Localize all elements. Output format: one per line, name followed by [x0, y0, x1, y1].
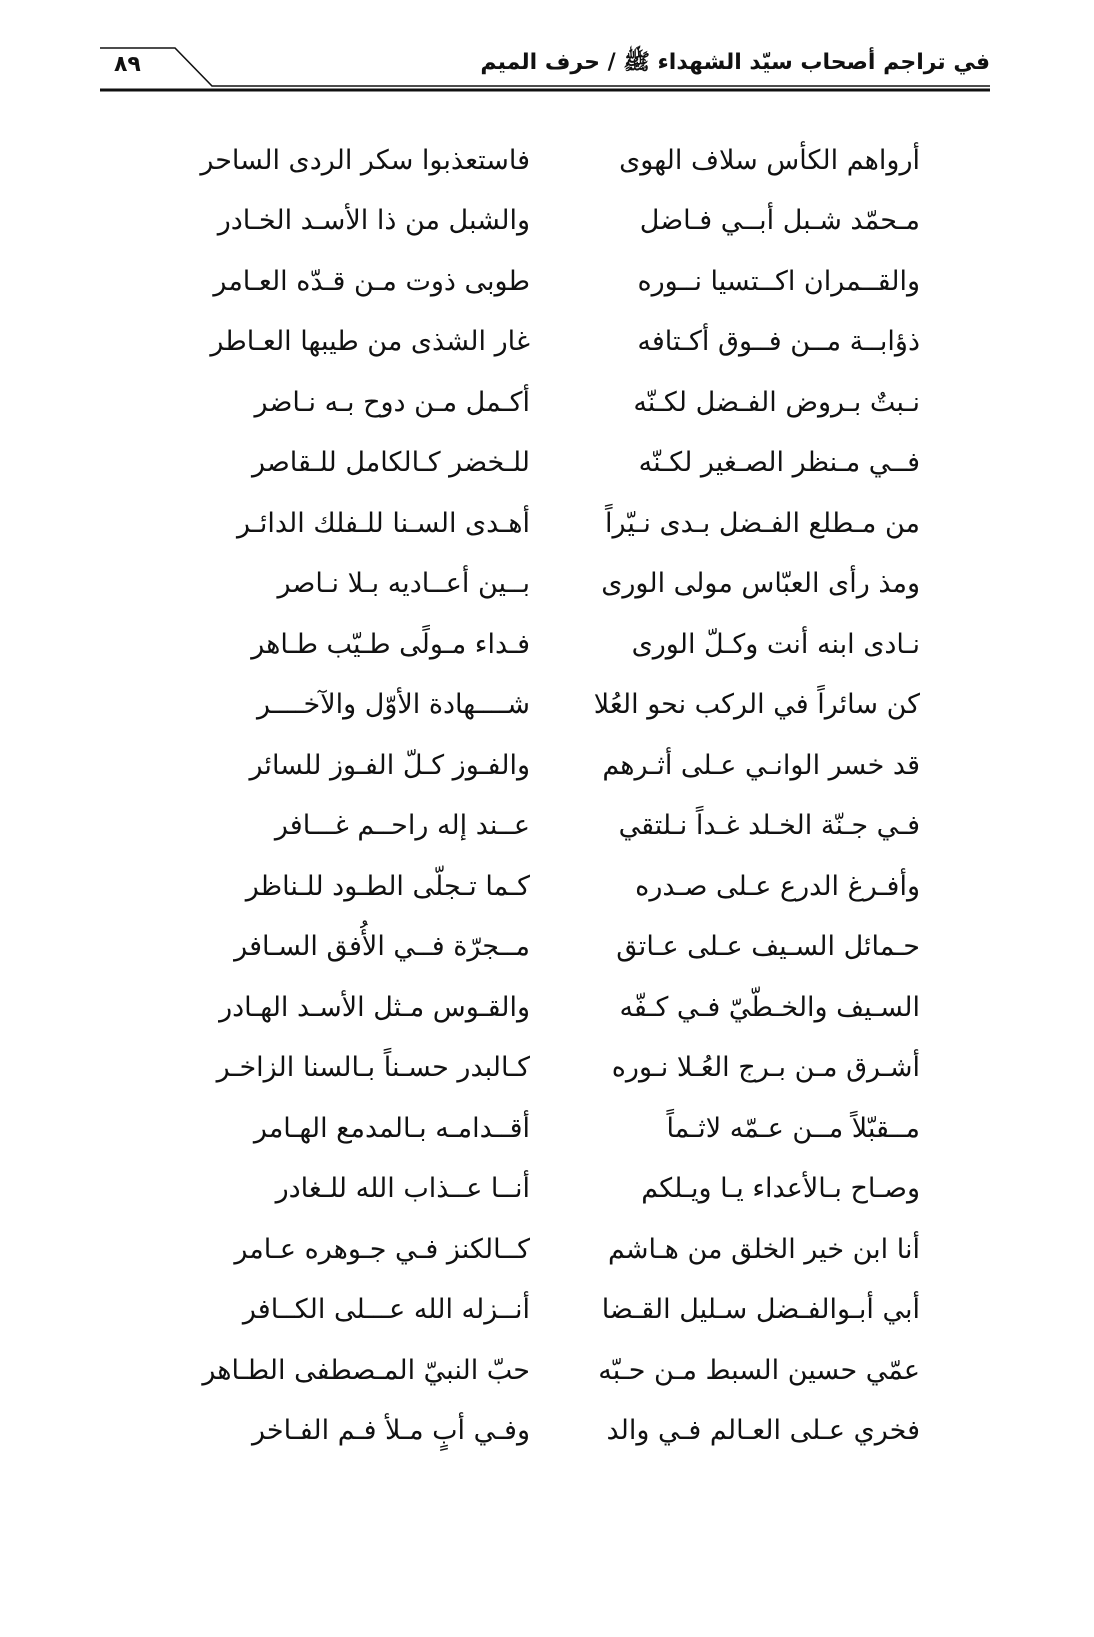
verse-line [180, 614, 920, 675]
hemistich-second: وفـي أبٍ مـلأ فـم الفـاخر [252, 1415, 530, 1447]
hemistich-second: غار الشذى من طيبها العـاطر [210, 326, 530, 358]
hemistich-first: فــي مـنظر الصـغير لكـنّه [638, 447, 920, 479]
hemistich-first: من مـطلع الفـضل بـدى نـيّراً [604, 507, 920, 539]
verse-line [180, 130, 920, 191]
hemistich-first: نـادى ابنه أنت وكـلّ الورى [631, 628, 920, 660]
hemistich-first: أشـرق مـن بـرج العُـلا نـوره [611, 1052, 920, 1084]
verse-line [180, 735, 920, 796]
hemistich-second: للـخضر كـالكامل للـقاصر [251, 447, 530, 479]
hemistich-second: أهـدى السـنا للـفلك الدائـر [237, 507, 530, 539]
hemistich-second: شــــهادة الأوّل والآخــــر [257, 689, 530, 721]
hemistich-second: أكـمل مـن دوح بـه نـاضر [254, 386, 530, 418]
verse-line [180, 856, 920, 917]
verse-line [180, 1401, 920, 1462]
hemistich-second: والشبل من ذا الأسـد الخـادر [217, 205, 530, 237]
verse-line [180, 1038, 920, 1099]
hemistich-first: ومذ رأى العبّاس مولى الورى [601, 568, 920, 600]
hemistich-second: فـداء مـولًى طـيّب طـاهر [251, 628, 530, 660]
verse-line [180, 1098, 920, 1159]
hemistich-second: كــالكنز فـي جـوهره عـامر [234, 1233, 530, 1265]
verse-line [180, 917, 920, 978]
hemistich-second: أنــزله الله عـــلى الكــافر [242, 1294, 530, 1326]
hemistich-first: وصـاح بـالأعداء يـا ويـلكم [641, 1173, 920, 1205]
hemistich-second: بــين أعــاديه بـلا نـاصر [277, 568, 530, 600]
verse-line [180, 675, 920, 736]
hemistich-second: حبّ النبيّ المـصطفى الطـاهر [202, 1354, 530, 1386]
hemistich-first: ذؤابــة مــن فــوق أكـتافه [637, 326, 920, 358]
hemistich-first: مــقبّلاً مــن عـمّه لاثـماً [666, 1112, 920, 1144]
poem [180, 130, 920, 1461]
verse-line [180, 191, 920, 252]
verse-line [180, 1340, 920, 1401]
hemistich-first: قد خسر الوانـي عـلى أثـرهم [602, 749, 920, 781]
hemistich-first: عمّي حسين السبط مـن حـبّه [598, 1354, 920, 1386]
hemistich-first: فخري عـلى العـالم فـي والد [606, 1415, 920, 1447]
page-header [100, 44, 990, 100]
hemistich-first: أنا ابن خير الخلق من هـاشم [607, 1233, 920, 1265]
hemistich-first: أبي أبـوالفـضل سـليل القـضا [601, 1294, 920, 1326]
hemistich-second: مــجرّة فــي الأُفق السـافر [234, 931, 530, 963]
verse-line [180, 1159, 920, 1220]
hemistich-second: أقــدامـه بـالمدمع الهـامر [253, 1112, 530, 1144]
hemistich-first: السـيف والخـطّيّ فـي كـفّه [619, 991, 920, 1023]
verse-line [180, 554, 920, 615]
hemistich-first: أرواهم الكأس سلاف الهوى [619, 144, 920, 176]
hemistich-second: والفـوز كـلّ الفـوز للسائر [249, 749, 530, 781]
verse-line [180, 312, 920, 373]
hemistich-second: طوبى ذوت مـن قـدّه العـامر [213, 265, 530, 297]
verse-line [180, 372, 920, 433]
hemistich-first: مـحمّد شـبل أبــي فـاضل [639, 205, 920, 237]
hemistich-second: فاستعذبوا سكر الردى الساحر [200, 144, 530, 176]
hemistich-first: والقــمران اكــتسيا نــوره [637, 265, 920, 297]
hemistich-first: حـمائل السـيف عـلى عـاتق [616, 931, 920, 963]
hemistich-first: فـي جـنّة الخـلد غـداً نـلتقي [618, 810, 920, 842]
page-number: ٨٩ [114, 52, 141, 77]
verse-line [180, 796, 920, 857]
hemistich-first: وأفـرغ الدرع عـلى صـدره [635, 870, 920, 902]
verse-line [180, 1280, 920, 1341]
verse-line [180, 977, 920, 1038]
verse-line [180, 493, 920, 554]
verse-line [180, 251, 920, 312]
hemistich-first: كن سائراً في الركب نحو العُلا [593, 689, 920, 721]
hemistich-second: أنــا عــذاب الله للـغادر [275, 1173, 530, 1205]
hemistich-second: عــند إله راحــم غـــافر [274, 810, 530, 842]
hemistich-second: والقـوس مـثل الأسـد الهـادر [219, 991, 530, 1023]
verse-line [180, 433, 920, 494]
hemistich-second: كـالبدر حسـناً بـالسنا الزاخـر [216, 1052, 530, 1084]
running-header-title: في تراجم أصحاب سيّد الشهداء ﷺ / حرف الميم [480, 50, 990, 75]
verse-line [180, 1219, 920, 1280]
hemistich-second: كـما تـجلّى الطـود للـناظر [245, 870, 530, 902]
hemistich-first: نـبتٌ بـروض الفـضل لكـنّه [633, 386, 920, 418]
